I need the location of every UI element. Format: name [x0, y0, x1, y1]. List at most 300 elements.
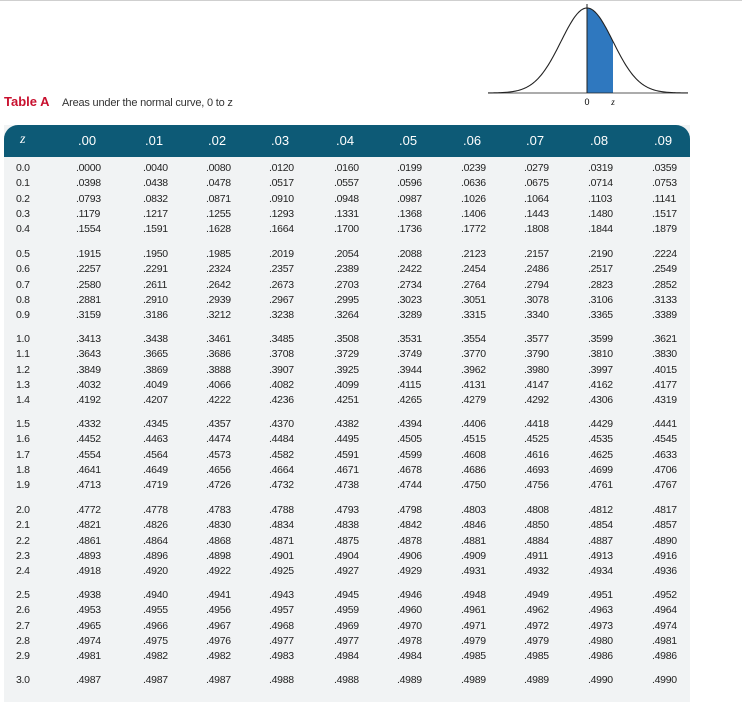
table-row	[4, 176, 690, 190]
area-value: .1368	[397, 207, 422, 220]
z-value: 2.0	[16, 504, 30, 516]
area-value: .2764	[461, 278, 486, 291]
area-value: .0948	[334, 192, 359, 205]
area-value: .4616	[524, 448, 549, 461]
area-value: .2703	[334, 278, 359, 291]
z-value: 2.5	[16, 589, 30, 601]
area-value: .1554	[76, 223, 101, 236]
z-value: 1.0	[16, 333, 30, 345]
area-value: .1736	[397, 223, 422, 236]
table-row	[4, 549, 690, 563]
area-value: .2967	[269, 293, 294, 306]
area-value: .4909	[461, 549, 486, 562]
area-value: .1217	[143, 207, 168, 220]
area-value: .0359	[652, 162, 677, 174]
area-value: .4948	[461, 589, 486, 601]
area-value: .4868	[206, 534, 231, 547]
area-value: .4931	[461, 565, 486, 578]
area-value: .4988	[269, 674, 294, 686]
area-value: .2389	[334, 263, 359, 276]
area-value: .3944	[397, 363, 422, 376]
area-value: .3907	[269, 363, 294, 376]
table-row	[4, 308, 690, 322]
table-row	[4, 222, 690, 236]
area-value: .4986	[588, 650, 613, 663]
area-value: .4864	[143, 534, 168, 547]
area-value: .3554	[461, 333, 486, 345]
column-header: .00	[78, 133, 97, 148]
column-header: .09	[654, 133, 673, 148]
area-value: .4699	[588, 463, 613, 476]
area-value: .4967	[206, 619, 231, 632]
area-value: .4861	[76, 534, 101, 547]
area-value: .4177	[652, 378, 677, 391]
area-value: .4985	[461, 650, 486, 663]
area-value: .4452	[76, 433, 101, 446]
area-value: .2910	[143, 293, 168, 306]
area-value: .3238	[269, 309, 294, 322]
area-value: .4982	[143, 650, 168, 663]
area-value: .3212	[206, 309, 231, 322]
area-value: .3389	[652, 309, 677, 322]
table-row	[4, 347, 690, 361]
area-value: .4906	[397, 549, 422, 562]
z-value: 2.2	[16, 534, 30, 547]
table-row	[4, 262, 690, 276]
area-value: .4890	[652, 534, 677, 547]
area-value: .4925	[269, 565, 294, 578]
area-value: .4564	[143, 448, 168, 461]
area-value: .4918	[76, 565, 101, 578]
table-row	[4, 619, 690, 633]
area-value: .2995	[334, 293, 359, 306]
area-value: .4686	[461, 463, 486, 476]
area-value: .3186	[143, 309, 168, 322]
area-value: .2517	[588, 263, 613, 276]
area-value: .3729	[334, 348, 359, 361]
area-value: .3708	[269, 348, 294, 361]
area-value: .2549	[652, 263, 677, 276]
z-value: 0.8	[16, 293, 30, 306]
table-row	[4, 603, 690, 617]
area-value: .4922	[206, 565, 231, 578]
area-value: .4976	[206, 634, 231, 647]
area-value: .4738	[334, 479, 359, 492]
area-value: .0793	[76, 192, 101, 205]
table-row	[4, 207, 690, 221]
area-value: .4726	[206, 479, 231, 492]
area-value: .3849	[76, 363, 101, 376]
area-value: .3888	[206, 363, 231, 376]
area-value: .3413	[76, 333, 101, 345]
area-value: .1517	[652, 207, 677, 220]
area-value: .3340	[524, 309, 549, 322]
table-title	[4, 93, 233, 111]
z-value: 2.6	[16, 604, 30, 617]
area-value: .4981	[652, 634, 677, 647]
area-value: .4222	[206, 394, 231, 407]
area-value: .4573	[206, 448, 231, 461]
area-value: .4750	[461, 479, 486, 492]
area-value: .3577	[524, 333, 549, 345]
area-value: .4744	[397, 479, 422, 492]
area-value: .4591	[334, 448, 359, 461]
area-value: .2422	[397, 263, 422, 276]
area-value: .1179	[76, 207, 100, 220]
area-value: .4901	[269, 549, 294, 562]
area-value: .4953	[76, 604, 101, 617]
area-value: .3078	[524, 293, 549, 306]
area-value: .4099	[334, 378, 359, 391]
area-value: .4162	[588, 378, 613, 391]
area-value: .4966	[143, 619, 168, 632]
z-value: 0.3	[16, 207, 30, 220]
area-value: .4788	[269, 504, 294, 516]
z-value: 1.3	[16, 378, 30, 391]
z-value: 1.9	[16, 479, 30, 492]
area-value: .1879	[652, 223, 677, 236]
table-row	[4, 293, 690, 307]
area-value: .4884	[524, 534, 549, 547]
area-value: .4938	[76, 589, 101, 601]
area-value: .0910	[269, 192, 294, 205]
area-value: .0279	[524, 162, 549, 174]
table-row	[4, 673, 690, 687]
area-value: .4793	[334, 504, 359, 516]
area-value: .0199	[397, 162, 422, 174]
area-value: .4945	[334, 589, 359, 601]
area-value: .4842	[397, 519, 422, 532]
area-value: .4946	[397, 589, 422, 601]
area-value: .4484	[269, 433, 294, 446]
area-value: .4131	[461, 378, 486, 391]
area-value: .1664	[269, 223, 294, 236]
area-value: .4306	[588, 394, 613, 407]
area-value: .4913	[588, 549, 613, 562]
area-value: .3686	[206, 348, 231, 361]
area-value: .4332	[76, 418, 101, 430]
area-value: .4980	[588, 634, 613, 647]
column-header: .06	[463, 133, 482, 148]
area-value: .4857	[652, 519, 677, 532]
area-value: .4761	[588, 479, 613, 492]
table-row	[4, 393, 690, 407]
area-value: .4192	[76, 394, 101, 407]
area-value: .4251	[334, 394, 359, 407]
area-value: .4964	[652, 604, 677, 617]
area-value: .3980	[524, 363, 549, 376]
z-value: 1.6	[16, 433, 30, 446]
area-value: .3531	[397, 333, 422, 345]
area-value: .1915	[76, 248, 101, 260]
zero-label: 0	[584, 97, 590, 107]
area-value: .4830	[206, 519, 231, 532]
area-value: .4279	[461, 394, 486, 407]
area-value: .0080	[206, 162, 231, 174]
column-header: .01	[145, 133, 164, 148]
area-value: .4817	[652, 504, 677, 516]
area-value: .3810	[588, 348, 613, 361]
area-value: .4525	[524, 433, 549, 446]
area-value: .4671	[334, 463, 359, 476]
area-value: .1591	[143, 223, 168, 236]
table-row	[4, 432, 690, 446]
area-value: .4974	[76, 634, 101, 647]
area-value: .4803	[461, 504, 486, 516]
area-value: .4940	[143, 589, 168, 601]
table-row	[4, 332, 690, 346]
area-value: .4920	[143, 565, 168, 578]
table-row	[4, 417, 690, 431]
area-value: .4633	[652, 448, 677, 461]
area-value: .2019	[269, 248, 294, 260]
area-value: .4015	[652, 363, 677, 376]
area-value: .3770	[461, 348, 486, 361]
area-value: .4971	[461, 619, 486, 632]
area-value: .3749	[397, 348, 422, 361]
area-value: .3438	[143, 333, 168, 345]
area-value: .2580	[76, 278, 101, 291]
area-value: .4986	[652, 650, 677, 663]
area-value: .2088	[397, 248, 422, 260]
area-value: .3925	[334, 363, 359, 376]
area-value: .4979	[524, 634, 549, 647]
area-value: .3023	[397, 293, 422, 306]
area-value: .4977	[269, 634, 294, 647]
area-value: .2357	[269, 263, 294, 276]
area-value: .4115	[397, 378, 421, 391]
area-value: .1255	[206, 207, 231, 220]
area-value: .4474	[206, 433, 231, 446]
area-value: .4934	[588, 565, 613, 578]
table-row	[4, 588, 690, 602]
area-value: .3665	[143, 348, 168, 361]
area-value: .0714	[588, 177, 613, 190]
area-value: .1331	[334, 207, 359, 220]
area-value: .4783	[206, 504, 231, 516]
area-value: .4049	[143, 378, 168, 391]
area-value: .2224	[652, 248, 677, 260]
area-value: .3643	[76, 348, 101, 361]
area-value: .3790	[524, 348, 549, 361]
area-value: .4962	[524, 604, 549, 617]
area-value: .4887	[588, 534, 613, 547]
area-value: .3485	[269, 333, 294, 345]
area-value: .4394	[397, 418, 422, 430]
area-value: .0832	[143, 192, 168, 205]
area-value: .4957	[269, 604, 294, 617]
area-value: .4960	[397, 604, 422, 617]
table-row	[4, 378, 690, 392]
top-rule	[0, 0, 742, 1]
area-value: .0120	[269, 162, 294, 174]
table-row	[4, 503, 690, 517]
table-caption: Areas under the normal curve, 0 to z	[61, 97, 233, 109]
area-value: .4463	[143, 433, 168, 446]
area-value: .1844	[588, 223, 613, 236]
normal-table	[4, 125, 690, 702]
z-value: 2.4	[16, 565, 30, 578]
area-value: .3315	[461, 309, 486, 322]
area-value: .4706	[652, 463, 677, 476]
area-value: .4292	[524, 394, 549, 407]
area-value: .2190	[588, 248, 613, 260]
column-header: .05	[399, 133, 418, 148]
area-value: .4066	[206, 378, 231, 391]
area-value: .2257	[76, 263, 101, 276]
area-value: .3264	[334, 309, 359, 322]
area-value: .1985	[206, 248, 231, 260]
area-value: .0557	[334, 177, 359, 190]
area-value: .4983	[269, 650, 294, 663]
area-value: .4959	[334, 604, 359, 617]
area-value: .2881	[76, 293, 101, 306]
area-value: .0871	[206, 192, 231, 205]
area-value: .2642	[206, 278, 231, 291]
z-value: 1.7	[16, 448, 30, 461]
z-value: 2.8	[16, 634, 30, 647]
area-value: .1950	[143, 248, 168, 260]
area-value: .4949	[524, 589, 549, 601]
area-value: .4693	[524, 463, 549, 476]
area-value: .4678	[397, 463, 422, 476]
area-value: .3051	[461, 293, 486, 306]
area-value: .4236	[269, 394, 294, 407]
area-value: .4554	[76, 448, 101, 461]
column-header: .04	[336, 133, 355, 148]
area-value: .0675	[524, 177, 549, 190]
area-value: .1772	[461, 223, 486, 236]
area-value: .4834	[269, 519, 294, 532]
area-value: .4778	[143, 504, 168, 516]
area-value: .4406	[461, 418, 486, 430]
area-value: .3461	[206, 333, 231, 345]
area-value: .0040	[143, 162, 168, 174]
z-value: 0.0	[16, 162, 30, 174]
area-value: .0319	[588, 162, 613, 174]
area-value: .4767	[652, 479, 677, 492]
area-value: .4319	[652, 394, 677, 407]
area-value: .2157	[524, 248, 549, 260]
area-value: .4772	[76, 504, 101, 516]
area-value: .1103	[588, 192, 612, 205]
area-value: .4382	[334, 418, 359, 430]
area-value: .3599	[588, 333, 613, 345]
area-value: .4904	[334, 549, 359, 562]
area-value: .1700	[334, 223, 359, 236]
area-value: .1628	[206, 223, 231, 236]
area-value: .4826	[143, 519, 168, 532]
z-label: z	[611, 97, 615, 107]
area-value: .4896	[143, 549, 168, 562]
area-value: .3289	[397, 309, 422, 322]
area-value: .4808	[524, 504, 549, 516]
area-value: .4732	[269, 479, 294, 492]
area-value: .4599	[397, 448, 422, 461]
area-value: .2794	[524, 278, 549, 291]
table-row	[4, 363, 690, 377]
area-value: .4984	[397, 650, 422, 663]
area-value: .4545	[652, 433, 677, 446]
z-value: 2.9	[16, 650, 30, 663]
area-value: .4082	[269, 378, 294, 391]
area-value: .4535	[588, 433, 613, 446]
area-value: .1026	[461, 192, 486, 205]
table-row	[4, 278, 690, 292]
area-value: .4975	[143, 634, 168, 647]
z-value: 1.5	[16, 418, 30, 430]
normal-curve-illustration	[488, 4, 688, 108]
table-label: Table A	[4, 94, 50, 109]
z-value: 1.8	[16, 463, 30, 476]
area-value: .4656	[206, 463, 231, 476]
table-row	[4, 448, 690, 462]
table-row	[4, 161, 690, 175]
area-value: .4927	[334, 565, 359, 578]
area-value: .2673	[269, 278, 294, 291]
area-value: .4850	[524, 519, 549, 532]
area-value: .2454	[461, 263, 486, 276]
area-value: .4898	[206, 549, 231, 562]
table-row	[4, 634, 690, 648]
area-value: .4956	[206, 604, 231, 617]
z-value: 1.4	[16, 394, 30, 407]
area-value: .4821	[76, 519, 101, 532]
area-value: .2123	[461, 248, 486, 260]
area-value: .0000	[76, 162, 101, 174]
table-row	[4, 518, 690, 532]
area-value: .4982	[206, 650, 231, 663]
area-value: .3508	[334, 333, 359, 345]
area-value: .4265	[397, 394, 422, 407]
area-value: .0478	[206, 177, 231, 190]
area-value: .4987	[76, 674, 101, 686]
area-value: .4977	[334, 634, 359, 647]
area-value: .0596	[397, 177, 422, 190]
column-header: .07	[526, 133, 545, 148]
z-value: 2.3	[16, 549, 30, 562]
area-value: .3133	[652, 293, 677, 306]
table-row	[4, 649, 690, 663]
z-value: 1.2	[16, 363, 30, 376]
column-header: .03	[271, 133, 290, 148]
area-value: .1293	[269, 207, 294, 220]
area-value: .2324	[206, 263, 231, 276]
shaded-area-0-to-z	[587, 8, 613, 93]
area-value: .0636	[461, 177, 486, 190]
area-value: .4929	[397, 565, 422, 578]
area-value: .4357	[206, 418, 231, 430]
area-value: .1808	[524, 223, 549, 236]
area-value: .4625	[588, 448, 613, 461]
area-value: .3830	[652, 348, 677, 361]
area-value: .3621	[652, 333, 677, 345]
area-value: .4979	[461, 634, 486, 647]
area-value: .4032	[76, 378, 101, 391]
area-value: .0517	[269, 177, 294, 190]
area-value: .4989	[524, 674, 549, 686]
area-value: .2939	[206, 293, 231, 306]
area-value: .1141	[652, 192, 676, 205]
area-value: .4968	[269, 619, 294, 632]
area-value: .3159	[76, 309, 101, 322]
table-row	[4, 478, 690, 492]
area-value: .4965	[76, 619, 101, 632]
area-value: .4989	[397, 674, 422, 686]
area-value: .4838	[334, 519, 359, 532]
area-value: .4972	[524, 619, 549, 632]
table-header-row	[4, 125, 690, 157]
